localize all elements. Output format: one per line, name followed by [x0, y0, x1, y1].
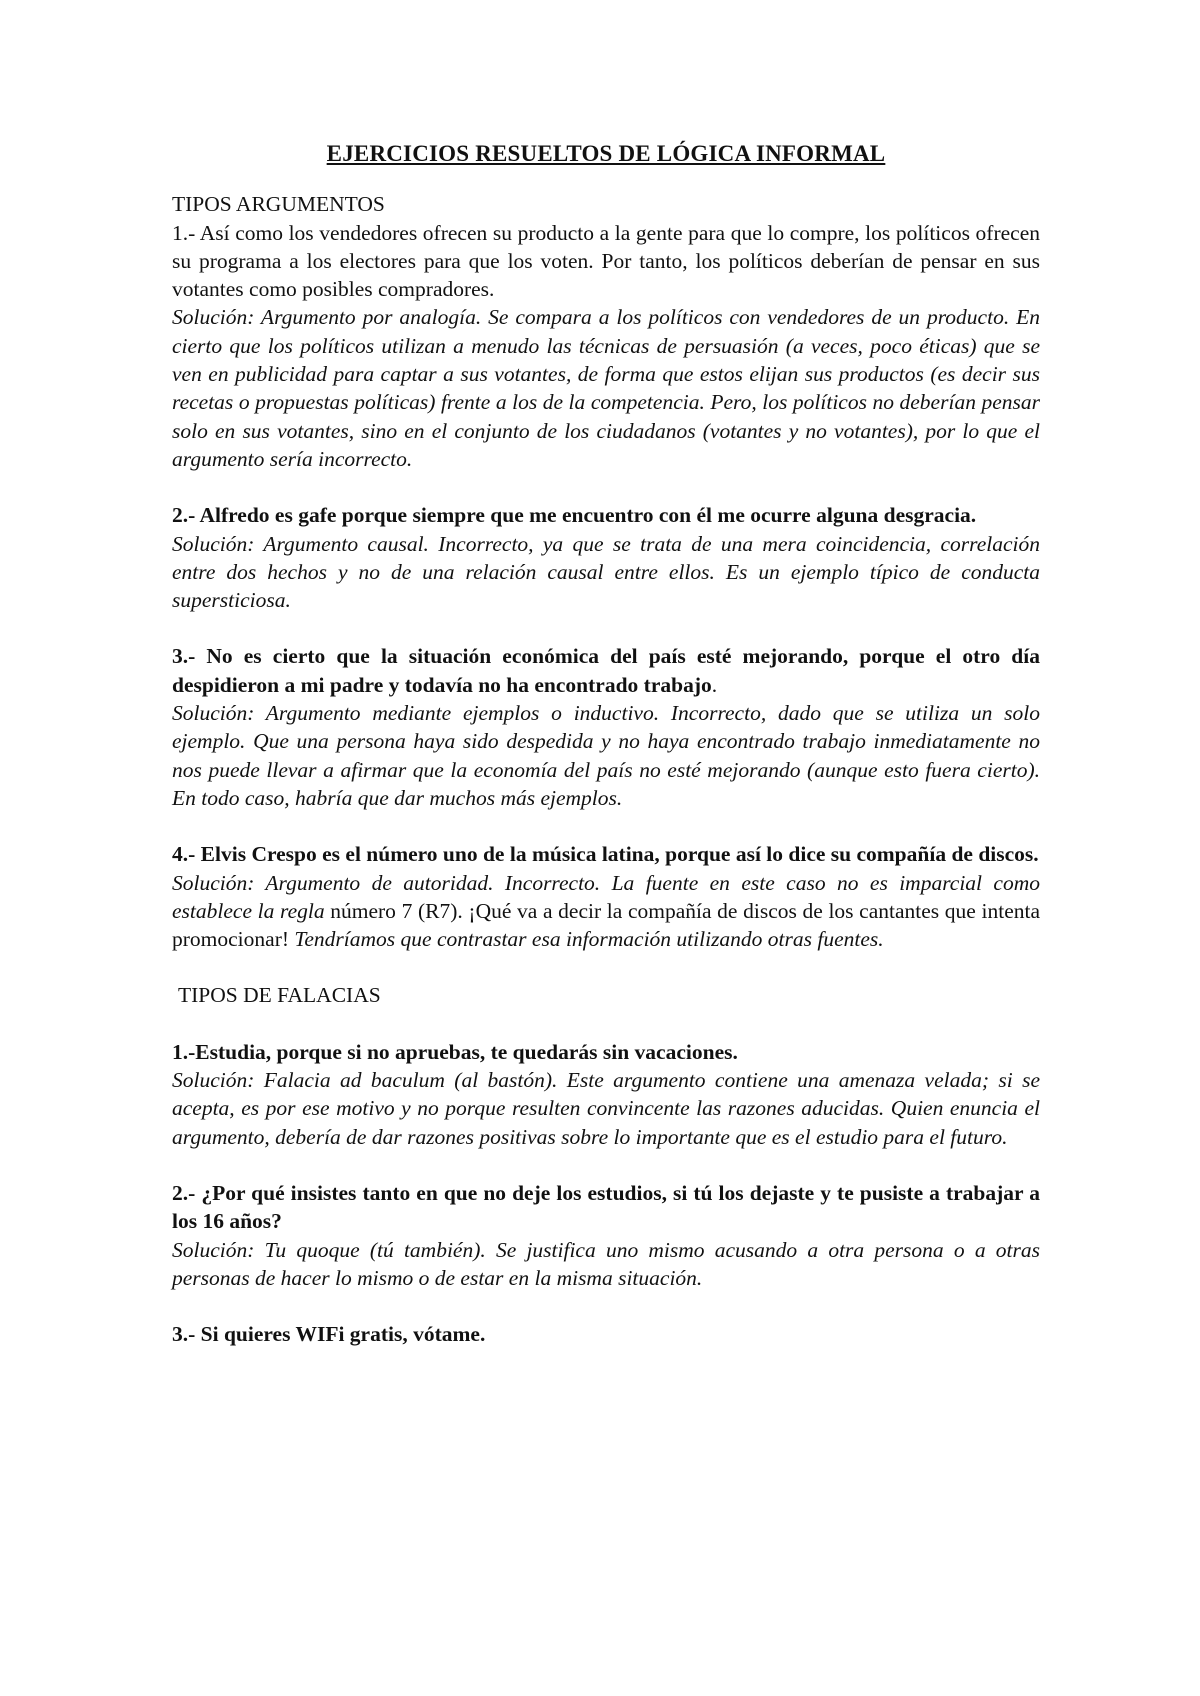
- exercise-solution: Solución: Falacia ad baculum (al bastón). Este argumento contiene una amenaza velada; si se acepta, es por ese motivo y no porque resulten convincente las razones aducidas. Quien enuncia el argumento, debería de dar razones positivas sobre lo importante que es el estudio para el futuro.: [172, 1068, 1040, 1149]
- exercise-argumento-4: [172, 840, 1040, 953]
- exercise-question: 2.- ¿Por qué insistes tanto en que no deje los estudios, si tú los dejaste y te pusiste a trabajar a los 16 años?: [172, 1180, 1040, 1234]
- section-falacias-heading-block: [172, 981, 1040, 1009]
- exercise-solution-wrapper: [172, 869, 1040, 954]
- exercise-falacia-1: [172, 1038, 1040, 1151]
- section-heading-falacias: TIPOS DE FALACIAS: [178, 983, 381, 1008]
- exercise-solution-part-c: Tendríamos que contrastar esa información utilizando otras fuentes.: [294, 927, 884, 952]
- exercise-question: 3.- No es cierto que la situación económica del país esté mejorando, porque el otro día despidieron a mi padre y todavía no ha encontrado trabajo: [172, 644, 1040, 697]
- exercise-question: 1.- Así como los vendedores ofrecen su producto a la gente para que lo compre, los políticos ofrecen su programa a los electores para que los voten. Por tanto, los políticos deberían de pensar en sus votantes como posibles compradores.: [172, 220, 1040, 302]
- section-heading-argumentos: TIPOS ARGUMENTOS: [172, 192, 385, 217]
- exercise-question-end: .: [711, 672, 718, 697]
- exercise-question: 2.- Alfredo es gafe porque siempre que me encuentro con él me ocurre alguna desgracia.: [172, 503, 977, 528]
- exercise-solution: Solución: Argumento causal. Incorrecto, ya que se trata de una mera coincidencia, correlación entre dos hechos y no de una relación causal entre ellos. Es un ejemplo típico de conducta supersticiosa.: [172, 531, 1040, 613]
- exercise-solution-part-a: Solución: Argumento de autoridad. Incorrecto. La fuente en este caso no es imparcial como establece la regla: [172, 870, 1040, 923]
- exercise-question: 1.-Estudia, porque si no apruebas, te quedarás sin vacaciones.: [172, 1039, 738, 1064]
- exercise-question: 4.- Elvis Crespo es el número uno de la música latina, porque así lo dice su compañía de discos.: [172, 842, 1039, 867]
- document-page: [172, 140, 1040, 1376]
- exercise-argumento-2: [172, 501, 1040, 614]
- exercise-solution: Solución: Tu quoque (tú también). Se justifica uno mismo acusando a otra persona o a otras personas de hacer lo mismo o de estar en la misma situación.: [172, 1237, 1040, 1290]
- exercise-question-wrapper: [172, 642, 1040, 699]
- exercise-argumento-3: [172, 642, 1040, 812]
- exercise-solution: Solución: Argumento mediante ejemplos o inductivo. Incorrecto, dado que se utiliza un solo ejemplo. Que una persona haya sido despedida y no haya encontrado trabajo inmediatamente no nos puede llevar a afirmar que la economía del país no esté mejorando (aunque esto fuera cierto). En todo caso, habría que dar muchos más ejemplos.: [172, 701, 1040, 810]
- exercise-solution-part-b: número 7 (R7). ¡Qué va a decir la compañía de discos de los cantantes que intenta promocionar!: [172, 898, 1041, 952]
- exercise-question: 3.- Si quieres WIFi gratis, vótame.: [172, 1322, 486, 1347]
- exercise-falacia-2: [172, 1179, 1040, 1292]
- exercise-solution: Solución: Argumento por analogía. Se compara a los políticos con vendedores de un producto. En cierto que los políticos utilizan a menudo las técnicas de persuasión (a veces, poco éticas) que se ven en publicidad para captar a sus votantes, de forma que estos elijan sus productos (es decir sus recetas o propuestas políticas) frente a los de la competencia. Pero, los políticos no deberían pensar solo en sus votantes, sino en el conjunto de los ciudadanos (votantes y no votantes), por lo que el argumento sería incorrecto.: [172, 305, 1040, 471]
- exercise-argumento-1: [172, 190, 1040, 473]
- exercise-falacia-3: [172, 1320, 1040, 1348]
- document-title: EJERCICIOS RESUELTOS DE LÓGICA INFORMAL: [326, 141, 886, 166]
